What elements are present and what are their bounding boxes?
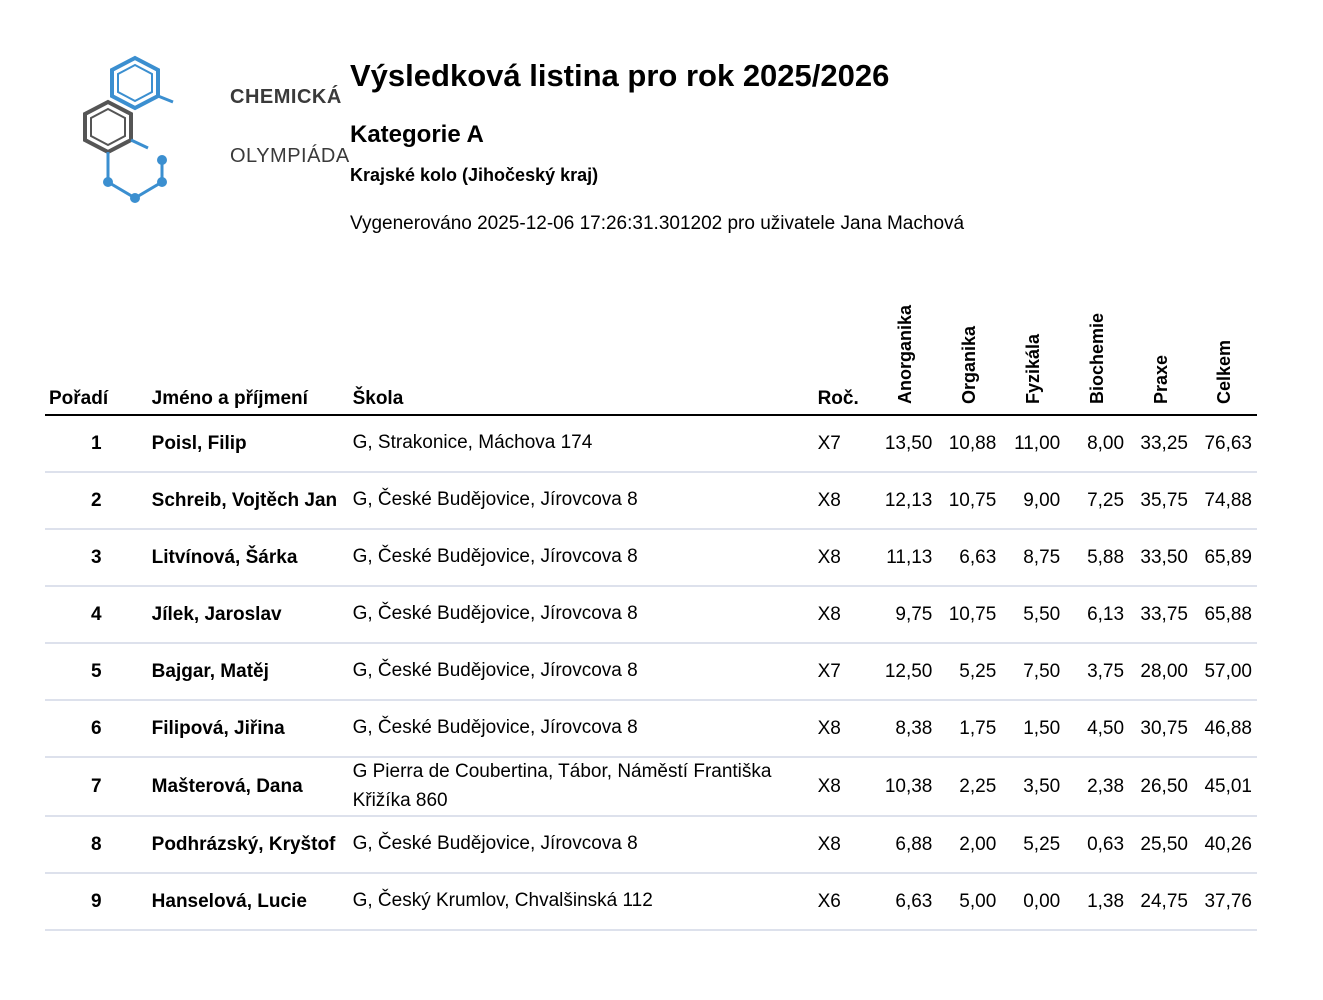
cell-name: Podhrázský, Kryštof: [148, 816, 349, 873]
cell-year: X8: [814, 529, 874, 586]
cell-year: X6: [814, 873, 874, 930]
table-row: [45, 643, 1257, 700]
header-organic: Organika: [937, 298, 1001, 415]
cell-name: Mašterová, Dana: [148, 757, 349, 816]
cell-school: G, České Budějovice, Jírovcova 8: [349, 643, 814, 700]
cell-inorganic: 10,38: [873, 757, 937, 816]
cell-total: 45,01: [1193, 757, 1257, 816]
cell-inorganic: 6,63: [873, 873, 937, 930]
cell-practice: 30,75: [1129, 700, 1193, 757]
table-row: [45, 816, 1257, 873]
cell-practice: 35,75: [1129, 472, 1193, 529]
cell-year: X8: [814, 816, 874, 873]
cell-name: Poisl, Filip: [148, 415, 349, 472]
cell-inorganic: 6,88: [873, 816, 937, 873]
cell-total: 76,63: [1193, 415, 1257, 472]
cell-rank: 5: [45, 643, 148, 700]
cell-school: G, České Budějovice, Jírovcova 8: [349, 472, 814, 529]
cell-total: 37,76: [1193, 873, 1257, 930]
logo-line-2: OLYMPIÁDA: [230, 145, 350, 167]
cell-practice: 24,75: [1129, 873, 1193, 930]
cell-school: G, České Budějovice, Jírovcova 8: [349, 700, 814, 757]
cell-rank: 9: [45, 873, 148, 930]
cell-rank: 1: [45, 415, 148, 472]
cell-rank: 7: [45, 757, 148, 816]
cell-inorganic: 9,75: [873, 586, 937, 643]
cell-rank: 3: [45, 529, 148, 586]
cell-biochem: 1,38: [1065, 873, 1129, 930]
generated-info: Vygenerováno 2025-12-06 17:26:31.301202 pro uživatele Jana Machová: [350, 213, 965, 234]
cell-biochem: 4,50: [1065, 700, 1129, 757]
cell-physical: 1,50: [1001, 700, 1065, 757]
header-practice: Praxe: [1129, 298, 1193, 415]
cell-school: G, České Budějovice, Jírovcova 8: [349, 816, 814, 873]
cell-rank: 2: [45, 472, 148, 529]
cell-inorganic: 8,38: [873, 700, 937, 757]
header-school: Škola: [349, 298, 814, 415]
hexagon-molecule-icon: [78, 50, 288, 210]
cell-name: Filipová, Jiřina: [148, 700, 349, 757]
cell-organic: 1,75: [937, 700, 1001, 757]
cell-school: G, České Budějovice, Jírovcova 8: [349, 586, 814, 643]
cell-inorganic: 13,50: [873, 415, 937, 472]
cell-organic: 2,00: [937, 816, 1001, 873]
cell-biochem: 3,75: [1065, 643, 1129, 700]
table-row: [45, 529, 1257, 586]
cell-practice: 25,50: [1129, 816, 1193, 873]
header-name: Jméno a příjmení: [148, 298, 349, 415]
cell-rank: 6: [45, 700, 148, 757]
cell-physical: 0,00: [1001, 873, 1065, 930]
cell-practice: 33,50: [1129, 529, 1193, 586]
cell-year: X7: [814, 415, 874, 472]
cell-organic: 6,63: [937, 529, 1001, 586]
table-header-row: [45, 298, 1257, 415]
cell-practice: 26,50: [1129, 757, 1193, 816]
header-rank: Pořadí: [45, 298, 148, 415]
cell-physical: 7,50: [1001, 643, 1065, 700]
cell-rank: 8: [45, 816, 148, 873]
cell-name: Bajgar, Matěj: [148, 643, 349, 700]
cell-biochem: 6,13: [1065, 586, 1129, 643]
cell-total: 57,00: [1193, 643, 1257, 700]
cell-inorganic: 12,50: [873, 643, 937, 700]
cell-year: X8: [814, 586, 874, 643]
cell-name: Litvínová, Šárka: [148, 529, 349, 586]
table-row: [45, 415, 1257, 472]
cell-biochem: 8,00: [1065, 415, 1129, 472]
results-table: [45, 298, 1257, 931]
cell-total: 65,89: [1193, 529, 1257, 586]
cell-organic: 2,25: [937, 757, 1001, 816]
cell-biochem: 7,25: [1065, 472, 1129, 529]
header-biochem: Biochemie: [1065, 298, 1129, 415]
cell-school: G, Český Krumlov, Chvalšinská 112: [349, 873, 814, 930]
cell-organic: 10,88: [937, 415, 1001, 472]
header-total: Celkem: [1193, 298, 1257, 415]
table-row: [45, 700, 1257, 757]
cell-physical: 5,25: [1001, 816, 1065, 873]
cell-biochem: 0,63: [1065, 816, 1129, 873]
cell-year: X8: [814, 757, 874, 816]
cell-school: G, Strakonice, Máchova 174: [349, 415, 814, 472]
table-row: [45, 586, 1257, 643]
header-year: Roč.: [814, 298, 874, 415]
logo-line-1: CHEMICKÁ: [230, 86, 342, 108]
cell-organic: 5,25: [937, 643, 1001, 700]
header-inorganic: Anorganika: [873, 298, 937, 415]
cell-total: 46,88: [1193, 700, 1257, 757]
page-title: Výsledková listina pro rok 2025/2026: [350, 58, 890, 93]
cell-practice: 28,00: [1129, 643, 1193, 700]
cell-organic: 5,00: [937, 873, 1001, 930]
round-subheading: Krajské kolo (Jihočeský kraj): [350, 165, 599, 185]
cell-year: X8: [814, 472, 874, 529]
cell-practice: 33,75: [1129, 586, 1193, 643]
table-row: [45, 472, 1257, 529]
cell-biochem: 5,88: [1065, 529, 1129, 586]
cell-physical: 5,50: [1001, 586, 1065, 643]
cell-inorganic: 12,13: [873, 472, 937, 529]
cell-total: 74,88: [1193, 472, 1257, 529]
cell-organic: 10,75: [937, 586, 1001, 643]
cell-physical: 9,00: [1001, 472, 1065, 529]
cell-organic: 10,75: [937, 472, 1001, 529]
cell-total: 40,26: [1193, 816, 1257, 873]
cell-physical: 8,75: [1001, 529, 1065, 586]
category-heading: Kategorie A: [350, 121, 484, 148]
cell-name: Jílek, Jaroslav: [148, 586, 349, 643]
cell-inorganic: 11,13: [873, 529, 937, 586]
cell-physical: 11,00: [1001, 415, 1065, 472]
results-body: [45, 415, 1257, 930]
cell-biochem: 2,38: [1065, 757, 1129, 816]
cell-school: G, České Budějovice, Jírovcova 8: [349, 529, 814, 586]
cell-rank: 4: [45, 586, 148, 643]
cell-school: G Pierra de Coubertina, Tábor, Náměstí Františka Křižíka 860: [349, 757, 814, 816]
table-row: [45, 873, 1257, 930]
cell-total: 65,88: [1193, 586, 1257, 643]
cell-year: X8: [814, 700, 874, 757]
cell-name: Schreib, Vojtěch Jan: [148, 472, 349, 529]
olympiad-logo: [78, 50, 350, 210]
cell-physical: 3,50: [1001, 757, 1065, 816]
cell-name: Hanselová, Lucie: [148, 873, 349, 930]
cell-year: X7: [814, 643, 874, 700]
table-row: [45, 757, 1257, 816]
header-physical: Fyzikála: [1001, 298, 1065, 415]
cell-practice: 33,25: [1129, 415, 1193, 472]
